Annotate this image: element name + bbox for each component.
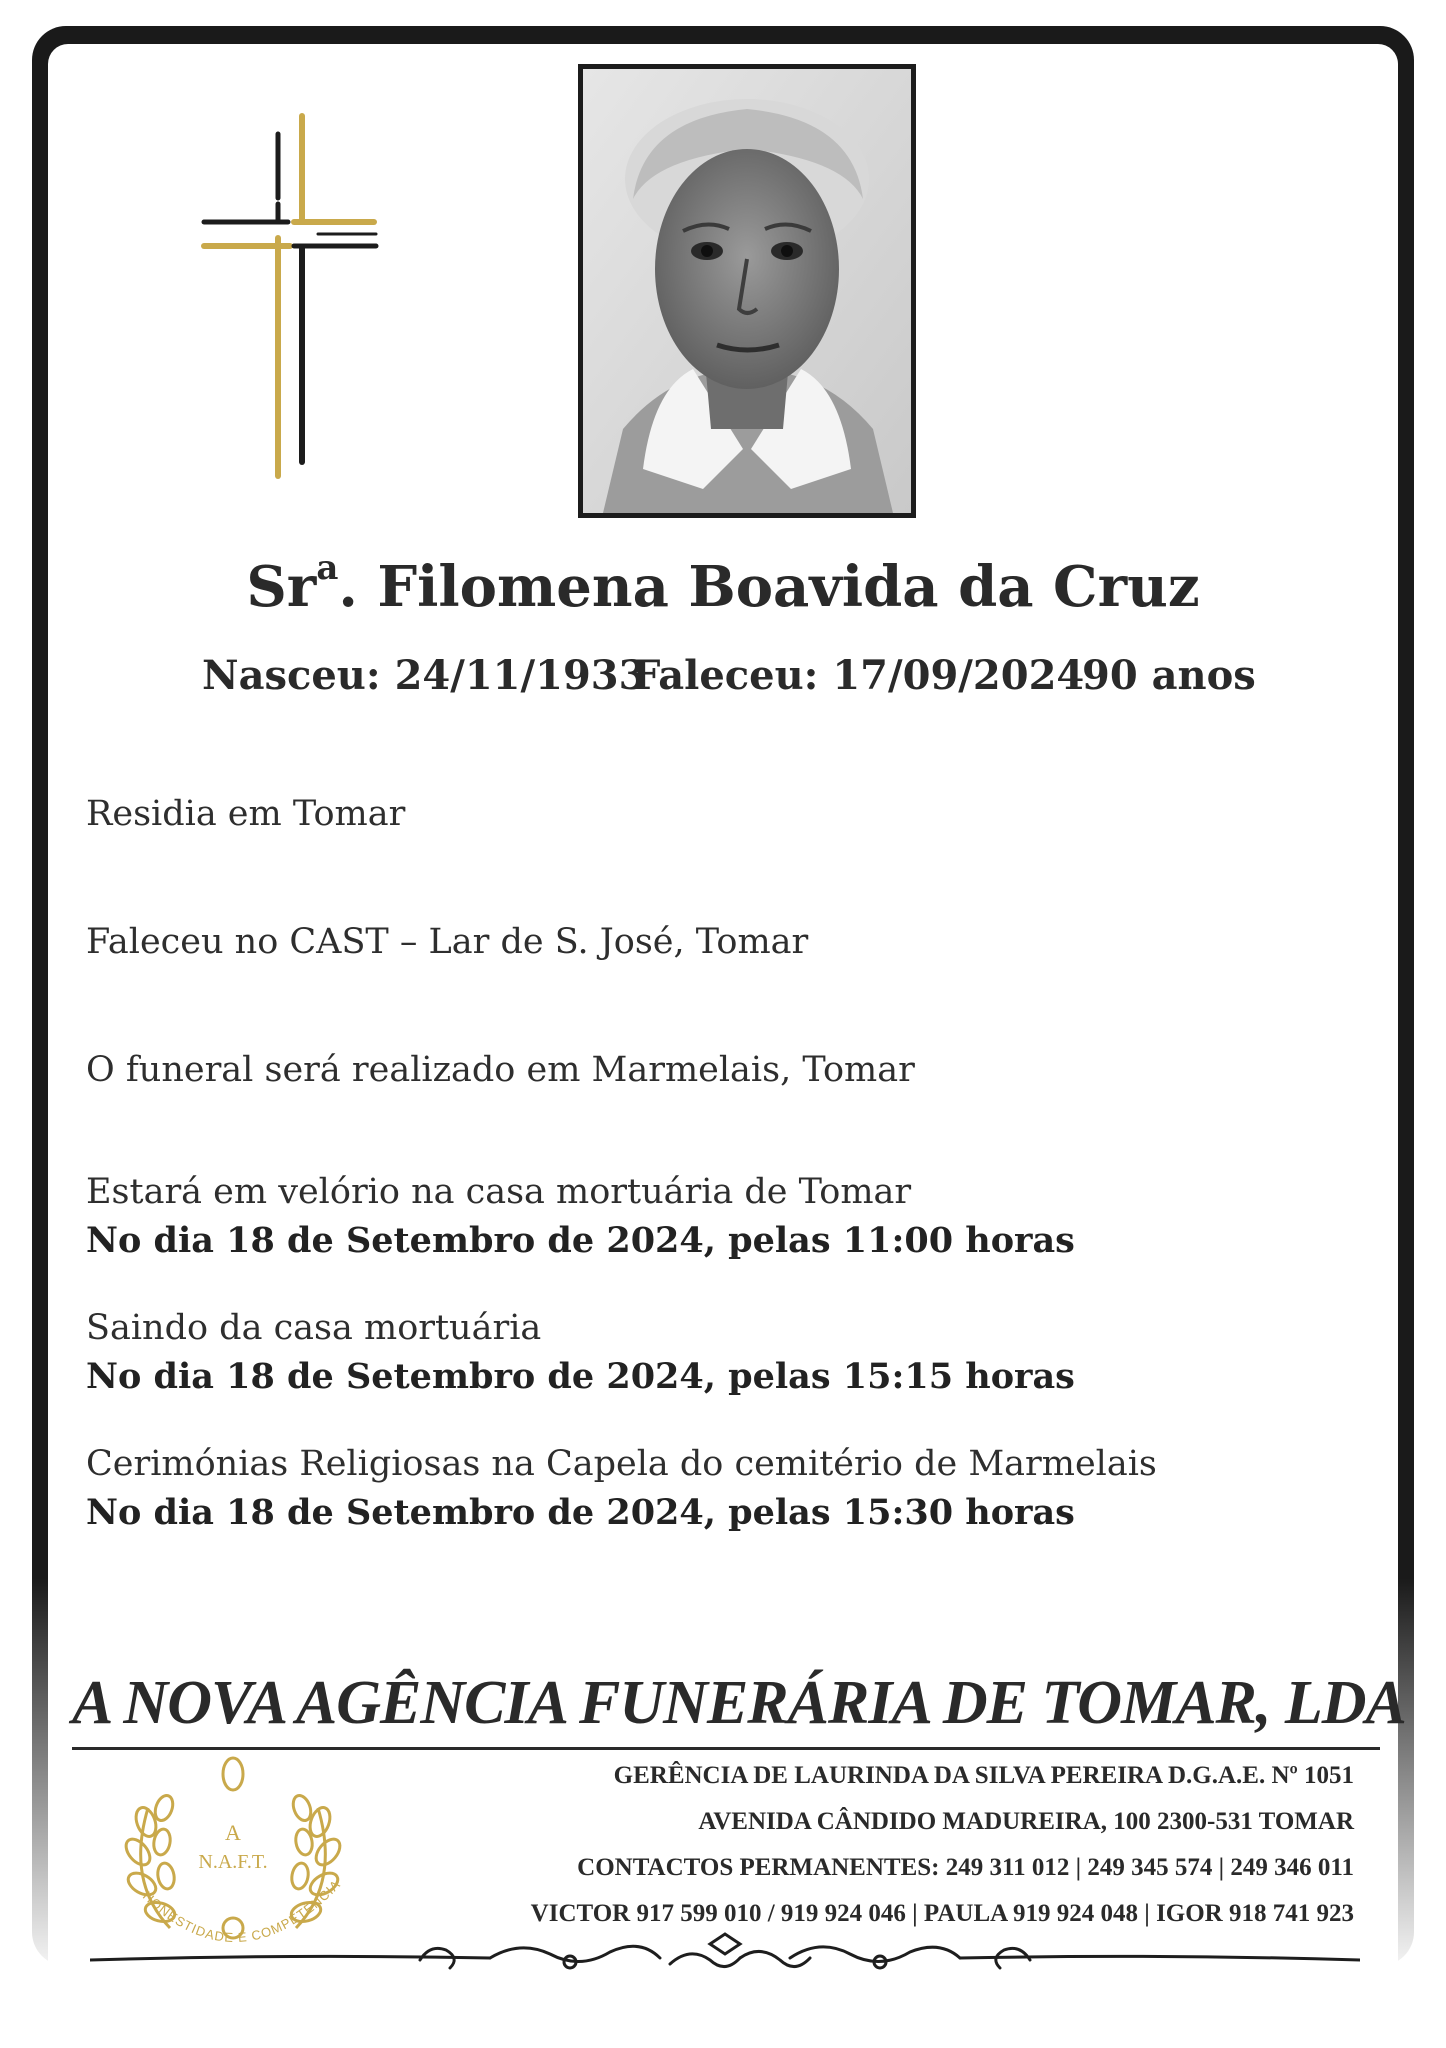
ceremony-text: Cerimónias Religiosas na Capela do cemitério de Marmelais xyxy=(86,1444,1157,1484)
agency-name: A NOVA AGÊNCIA FUNERÁRIA DE TOMAR, LDA xyxy=(72,1669,1406,1737)
birth-date: Nasceu: 24/11/1933 xyxy=(202,652,647,699)
seal-letter: A xyxy=(225,1820,241,1845)
agency-contacts: CONTACTOS PERMANENTES: 249 311 012 | 249 345 574 | 249 346 011 xyxy=(577,1854,1354,1881)
agency-phones: VICTOR 917 599 010 / 919 924 046 | PAULA 919 924 048 | IGOR 918 741 923 xyxy=(530,1900,1354,1927)
age: 90 anos xyxy=(1082,652,1256,699)
departure-text: Saindo da casa mortuária xyxy=(86,1308,542,1348)
residence-text: Residia em Tomar xyxy=(86,794,406,834)
agency-address: AVENIDA CÂNDIDO MADUREIRA, 100 2300-531 TOMAR xyxy=(698,1808,1354,1835)
agency-management: GERÊNCIA DE LAURINDA DA SILVA PEREIRA D.G.A.E. Nº 1051 xyxy=(613,1762,1354,1789)
decorative-flourish xyxy=(90,1930,1360,1990)
seal-abbreviation: N.A.F.T. xyxy=(198,1851,268,1873)
deceased-name: Sr$^a$. Filomena Boavida da Cruz xyxy=(246,548,1200,620)
departure-time-text: No dia 18 de Setembro de 2024, pelas 15:15 horas xyxy=(86,1356,1075,1397)
funeral-location-text: O funeral será realizado em Marmelais, Tomar xyxy=(86,1050,915,1090)
death-place-text: Faleceu no CAST – Lar de S. José, Tomar xyxy=(86,922,809,962)
seal-motto: HONESTIDADE E COMPETÊNCIA xyxy=(139,1876,344,1946)
wake-text: Estará em velório na casa mortuária de Tomar xyxy=(86,1172,912,1212)
wake-time-text: No dia 18 de Setembro de 2024, pelas 11:00 horas xyxy=(86,1220,1075,1261)
death-date: Faleceu: 17/09/2024 xyxy=(632,652,1085,699)
cross-icon xyxy=(198,112,382,482)
ceremony-time-text: No dia 18 de Setembro de 2024, pelas 15:30 horas xyxy=(86,1492,1075,1533)
portrait-photo xyxy=(578,64,916,518)
agency-underline xyxy=(72,1747,1380,1750)
